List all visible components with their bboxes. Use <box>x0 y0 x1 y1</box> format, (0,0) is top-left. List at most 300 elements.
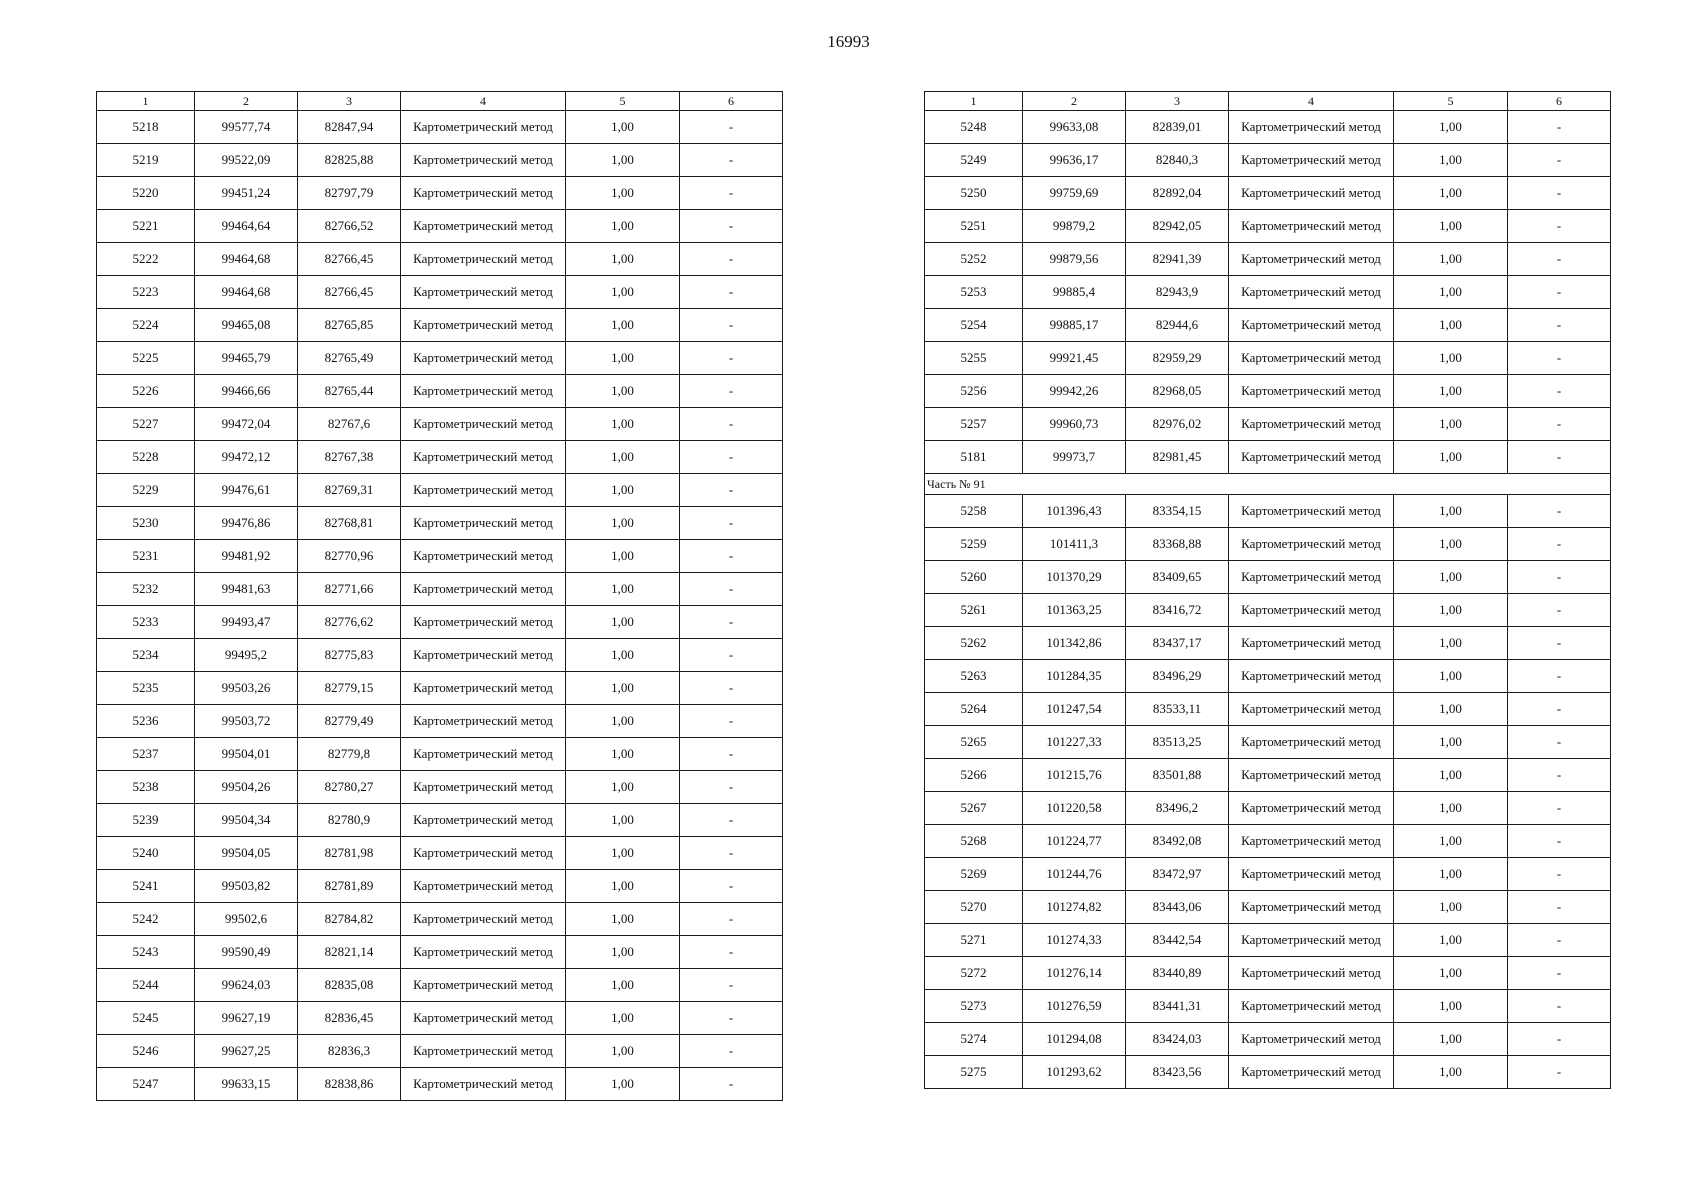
table-cell: 99885,17 <box>1023 309 1126 342</box>
table-cell: 83501,88 <box>1126 759 1229 792</box>
table-cell: - <box>680 441 783 474</box>
table-cell: 82944,6 <box>1126 309 1229 342</box>
table-cell: - <box>680 507 783 540</box>
table-cell: 82835,08 <box>298 969 401 1002</box>
table-cell: 1,00 <box>1394 627 1508 660</box>
table-row <box>97 837 783 870</box>
table-cell: - <box>1508 528 1611 561</box>
table-row <box>97 540 783 573</box>
table-cell: 99633,08 <box>1023 111 1126 144</box>
table-cell: 5260 <box>925 561 1023 594</box>
table-cell: Картометрический метод <box>1229 375 1394 408</box>
table-cell: 5251 <box>925 210 1023 243</box>
table-cell: 82836,45 <box>298 1002 401 1035</box>
table-cell: - <box>680 606 783 639</box>
table-cell: 99493,47 <box>195 606 298 639</box>
table-cell: Картометрический метод <box>401 441 566 474</box>
table-cell: 82941,39 <box>1126 243 1229 276</box>
table-cell: 5257 <box>925 408 1023 441</box>
table-cell: 1,00 <box>1394 210 1508 243</box>
table-cell: 1,00 <box>1394 1056 1508 1089</box>
table-cell: 101396,43 <box>1023 495 1126 528</box>
table-cell: 99522,09 <box>195 144 298 177</box>
table-cell: 1,00 <box>1394 528 1508 561</box>
table-cell: 82765,44 <box>298 375 401 408</box>
table-row <box>97 903 783 936</box>
table-cell: - <box>680 804 783 837</box>
table-cell: 5274 <box>925 1023 1023 1056</box>
table-cell: - <box>1508 276 1611 309</box>
table-cell: 82825,88 <box>298 144 401 177</box>
table-row <box>925 111 1611 144</box>
table-cell: 82765,49 <box>298 342 401 375</box>
table-cell: 1,00 <box>566 243 680 276</box>
column-header: 6 <box>680 92 783 111</box>
table-cell: 5243 <box>97 936 195 969</box>
table-row <box>925 627 1611 660</box>
table-cell: 82976,02 <box>1126 408 1229 441</box>
table-row <box>925 825 1611 858</box>
table-cell: 99504,34 <box>195 804 298 837</box>
table-cell: 82781,89 <box>298 870 401 903</box>
table-cell: - <box>680 738 783 771</box>
table-cell: 99476,61 <box>195 474 298 507</box>
table-cell: 99464,68 <box>195 243 298 276</box>
table-cell: 83437,17 <box>1126 627 1229 660</box>
table-cell: - <box>680 573 783 606</box>
table-row <box>925 441 1611 474</box>
table-cell: 5268 <box>925 825 1023 858</box>
table-cell: 83472,97 <box>1126 858 1229 891</box>
table-row <box>97 1035 783 1068</box>
table-cell: 5224 <box>97 309 195 342</box>
table-row <box>97 243 783 276</box>
table-cell: - <box>1508 111 1611 144</box>
table-cell: 101294,08 <box>1023 1023 1126 1056</box>
table-cell: 83492,08 <box>1126 825 1229 858</box>
table-cell: 5242 <box>97 903 195 936</box>
table-cell: - <box>1508 1056 1611 1089</box>
table-cell: 1,00 <box>1394 408 1508 441</box>
table-cell: Картометрический метод <box>1229 342 1394 375</box>
table-cell: 5221 <box>97 210 195 243</box>
table-cell: Картометрический метод <box>401 705 566 738</box>
table-row <box>925 792 1611 825</box>
table-cell: Картометрический метод <box>1229 495 1394 528</box>
table-cell: 5181 <box>925 441 1023 474</box>
table-cell: 82779,8 <box>298 738 401 771</box>
table-row <box>925 561 1611 594</box>
table-cell: 1,00 <box>1394 276 1508 309</box>
table-row <box>97 408 783 441</box>
table-cell: 5238 <box>97 771 195 804</box>
table-cell: - <box>1508 858 1611 891</box>
table-cell: 99504,26 <box>195 771 298 804</box>
table-cell: 82821,14 <box>298 936 401 969</box>
table-cell: Картометрический метод <box>401 474 566 507</box>
table-cell: 1,00 <box>1394 495 1508 528</box>
table-row <box>97 375 783 408</box>
table-cell: 1,00 <box>1394 858 1508 891</box>
table-cell: 1,00 <box>566 1068 680 1101</box>
table-cell: Картометрический метод <box>401 342 566 375</box>
table-cell: 99465,79 <box>195 342 298 375</box>
table-cell: - <box>680 870 783 903</box>
table-row <box>925 759 1611 792</box>
table-cell: Картометрический метод <box>401 870 566 903</box>
table-row <box>925 408 1611 441</box>
table-cell: 1,00 <box>1394 594 1508 627</box>
table-cell: 5267 <box>925 792 1023 825</box>
table-cell: Картометрический метод <box>401 1068 566 1101</box>
table-cell: 83354,15 <box>1126 495 1229 528</box>
table-cell: 5254 <box>925 309 1023 342</box>
column-header: 1 <box>97 92 195 111</box>
table-row <box>925 1056 1611 1089</box>
table-row <box>925 243 1611 276</box>
table-row <box>97 969 783 1002</box>
table-cell: 82784,82 <box>298 903 401 936</box>
table-cell: 82779,15 <box>298 672 401 705</box>
table-row <box>925 342 1611 375</box>
table-row <box>925 924 1611 957</box>
table-cell: - <box>1508 759 1611 792</box>
table-cell: - <box>1508 693 1611 726</box>
table-row <box>925 495 1611 528</box>
table-cell: Картометрический метод <box>401 243 566 276</box>
table-cell: - <box>680 375 783 408</box>
table-cell: Картометрический метод <box>401 309 566 342</box>
table-row <box>97 870 783 903</box>
table-cell: 1,00 <box>566 606 680 639</box>
table-cell: 83409,65 <box>1126 561 1229 594</box>
table-cell: - <box>680 672 783 705</box>
table-cell: 1,00 <box>1394 825 1508 858</box>
table-cell: 82767,38 <box>298 441 401 474</box>
table-cell: 101274,33 <box>1023 924 1126 957</box>
table-row <box>97 111 783 144</box>
table-cell: 5222 <box>97 243 195 276</box>
table-cell: 1,00 <box>566 276 680 309</box>
table-row <box>925 210 1611 243</box>
table-cell: Картометрический метод <box>1229 408 1394 441</box>
table-cell: 82765,85 <box>298 309 401 342</box>
table-cell: 5246 <box>97 1035 195 1068</box>
table-row <box>97 639 783 672</box>
table-cell: 5253 <box>925 276 1023 309</box>
table-row <box>925 660 1611 693</box>
table-cell: 99451,24 <box>195 177 298 210</box>
table-cell: Картометрический метод <box>1229 1056 1394 1089</box>
table-cell: 5226 <box>97 375 195 408</box>
table-cell: - <box>680 111 783 144</box>
table-cell: 1,00 <box>566 309 680 342</box>
table-cell: 1,00 <box>566 441 680 474</box>
table-cell: Картометрический метод <box>401 540 566 573</box>
table-cell: 5270 <box>925 891 1023 924</box>
column-header: 3 <box>298 92 401 111</box>
table-cell: - <box>1508 594 1611 627</box>
table-cell: - <box>1508 495 1611 528</box>
table-cell: 82892,04 <box>1126 177 1229 210</box>
table-cell: 83416,72 <box>1126 594 1229 627</box>
table-cell: 99624,03 <box>195 969 298 1002</box>
table-cell: - <box>1508 1023 1611 1056</box>
table-cell: 5227 <box>97 408 195 441</box>
table-cell: - <box>680 1068 783 1101</box>
column-header: 2 <box>195 92 298 111</box>
table-cell: 99633,15 <box>195 1068 298 1101</box>
table-cell: 82775,83 <box>298 639 401 672</box>
table-cell: 101411,3 <box>1023 528 1126 561</box>
table-row <box>97 672 783 705</box>
table-row <box>97 441 783 474</box>
table-cell: 101370,29 <box>1023 561 1126 594</box>
table-cell: - <box>1508 375 1611 408</box>
table-cell: 99504,05 <box>195 837 298 870</box>
table-cell: - <box>680 969 783 1002</box>
table-cell: 83496,2 <box>1126 792 1229 825</box>
table-cell: - <box>1508 561 1611 594</box>
table-row <box>97 606 783 639</box>
table-cell: 82766,52 <box>298 210 401 243</box>
table-row <box>97 738 783 771</box>
table-cell: - <box>680 243 783 276</box>
table-cell: 82847,94 <box>298 111 401 144</box>
table-row <box>97 771 783 804</box>
table-row <box>925 858 1611 891</box>
table-cell: 82943,9 <box>1126 276 1229 309</box>
table-cell: 5259 <box>925 528 1023 561</box>
table-cell: Картометрический метод <box>1229 441 1394 474</box>
table-cell: 5266 <box>925 759 1023 792</box>
table-cell: - <box>1508 627 1611 660</box>
table-cell: 1,00 <box>566 804 680 837</box>
table-cell: 5228 <box>97 441 195 474</box>
table-cell: 1,00 <box>566 111 680 144</box>
table-cell: 82768,81 <box>298 507 401 540</box>
table-row <box>97 144 783 177</box>
table-cell: Картометрический метод <box>1229 759 1394 792</box>
table-cell: 82840,3 <box>1126 144 1229 177</box>
table-cell: 82981,45 <box>1126 441 1229 474</box>
table-cell: 1,00 <box>566 936 680 969</box>
table-cell: 1,00 <box>1394 693 1508 726</box>
column-header: 1 <box>925 92 1023 111</box>
table-cell: - <box>680 1002 783 1035</box>
table-cell: 1,00 <box>566 342 680 375</box>
table-cell: 5233 <box>97 606 195 639</box>
table-cell: Картометрический метод <box>1229 243 1394 276</box>
column-header: 4 <box>1229 92 1394 111</box>
table-cell: 5247 <box>97 1068 195 1101</box>
table-header-row <box>97 92 783 111</box>
table-cell: 83423,56 <box>1126 1056 1229 1089</box>
table-cell: 1,00 <box>1394 759 1508 792</box>
table-cell: Картометрический метод <box>1229 924 1394 957</box>
table-cell: 83368,88 <box>1126 528 1229 561</box>
table-cell: 1,00 <box>1394 660 1508 693</box>
table-cell: 1,00 <box>566 375 680 408</box>
table-cell: - <box>1508 408 1611 441</box>
table-row <box>97 936 783 969</box>
table-row <box>925 276 1611 309</box>
table-cell: 99577,74 <box>195 111 298 144</box>
table-cell: 1,00 <box>566 870 680 903</box>
table-cell: 99590,49 <box>195 936 298 969</box>
table-cell: 99921,45 <box>1023 342 1126 375</box>
table-cell: 82839,01 <box>1126 111 1229 144</box>
table-cell: 99465,08 <box>195 309 298 342</box>
table-cell: 82781,98 <box>298 837 401 870</box>
table-cell: - <box>1508 957 1611 990</box>
table-cell: Картометрический метод <box>1229 594 1394 627</box>
table-cell: - <box>1508 660 1611 693</box>
table-cell: 1,00 <box>1394 792 1508 825</box>
table-cell: 1,00 <box>566 672 680 705</box>
table-cell: 82776,62 <box>298 606 401 639</box>
table-row <box>97 1002 783 1035</box>
table-cell: 1,00 <box>566 474 680 507</box>
table-cell: 99759,69 <box>1023 177 1126 210</box>
table-header-row <box>925 92 1611 111</box>
table-cell: 101224,77 <box>1023 825 1126 858</box>
table-cell: 5223 <box>97 276 195 309</box>
table-cell: - <box>1508 726 1611 759</box>
table-cell: 1,00 <box>566 177 680 210</box>
table-row <box>925 375 1611 408</box>
table-cell: 1,00 <box>1394 309 1508 342</box>
coordinates-table-left <box>96 91 783 1101</box>
table-cell: 82767,6 <box>298 408 401 441</box>
table-cell: 1,00 <box>1394 243 1508 276</box>
table-cell: - <box>680 1035 783 1068</box>
table-cell: 99476,86 <box>195 507 298 540</box>
table-cell: Картометрический метод <box>401 771 566 804</box>
table-cell: 1,00 <box>1394 990 1508 1023</box>
table-cell: - <box>680 144 783 177</box>
table-cell: 5263 <box>925 660 1023 693</box>
table-cell: 5249 <box>925 144 1023 177</box>
table-cell: - <box>1508 990 1611 1023</box>
table-cell: 1,00 <box>566 837 680 870</box>
table-row <box>97 804 783 837</box>
column-header: 5 <box>566 92 680 111</box>
table-row <box>97 507 783 540</box>
table-cell: 1,00 <box>1394 726 1508 759</box>
table-cell: 1,00 <box>566 573 680 606</box>
table-cell: 1,00 <box>1394 924 1508 957</box>
table-cell: 5241 <box>97 870 195 903</box>
table-cell: 99879,56 <box>1023 243 1126 276</box>
table-cell: 99464,68 <box>195 276 298 309</box>
table-cell: 1,00 <box>566 738 680 771</box>
table-row <box>97 177 783 210</box>
column-header: 6 <box>1508 92 1611 111</box>
table-cell: 101363,25 <box>1023 594 1126 627</box>
table-cell: - <box>1508 177 1611 210</box>
table-cell: 1,00 <box>566 210 680 243</box>
table-cell: 5252 <box>925 243 1023 276</box>
table-cell: Картометрический метод <box>1229 309 1394 342</box>
table-cell: 1,00 <box>1394 957 1508 990</box>
table-cell: Картометрический метод <box>401 144 566 177</box>
table-cell: 1,00 <box>1394 144 1508 177</box>
table-cell: 83496,29 <box>1126 660 1229 693</box>
table-cell: 5244 <box>97 969 195 1002</box>
table-cell: Картометрический метод <box>1229 210 1394 243</box>
table-cell: - <box>1508 891 1611 924</box>
table-row <box>925 144 1611 177</box>
table-cell: 82836,3 <box>298 1035 401 1068</box>
table-cell: 5258 <box>925 495 1023 528</box>
table-cell: Картометрический метод <box>1229 891 1394 924</box>
table-cell: Картометрический метод <box>1229 144 1394 177</box>
table-cell: 83440,89 <box>1126 957 1229 990</box>
coordinates-table-right <box>924 91 1611 1089</box>
table-cell: - <box>680 342 783 375</box>
table-cell: - <box>680 639 783 672</box>
table-row <box>925 528 1611 561</box>
table-cell: 101247,54 <box>1023 693 1126 726</box>
table-cell: 1,00 <box>1394 441 1508 474</box>
table-cell: 99885,4 <box>1023 276 1126 309</box>
table-row <box>97 474 783 507</box>
table-cell: - <box>680 936 783 969</box>
table-row <box>97 1068 783 1101</box>
table-cell: Картометрический метод <box>401 738 566 771</box>
table-cell: 82770,96 <box>298 540 401 573</box>
table-cell: 99879,2 <box>1023 210 1126 243</box>
table-cell: - <box>680 276 783 309</box>
column-header: 3 <box>1126 92 1229 111</box>
table-cell: 99472,04 <box>195 408 298 441</box>
table-cell: - <box>1508 309 1611 342</box>
table-cell: 5261 <box>925 594 1023 627</box>
section-row <box>925 474 1611 495</box>
table-cell: - <box>1508 144 1611 177</box>
table-cell: - <box>680 177 783 210</box>
table-cell: 5240 <box>97 837 195 870</box>
table-row <box>925 177 1611 210</box>
table-cell: - <box>680 210 783 243</box>
table-row <box>925 309 1611 342</box>
table-cell: - <box>680 309 783 342</box>
table-cell: Картометрический метод <box>401 903 566 936</box>
table-cell: 99973,7 <box>1023 441 1126 474</box>
table-row <box>97 573 783 606</box>
table-cell: 5235 <box>97 672 195 705</box>
table-row <box>925 693 1611 726</box>
table-row <box>97 276 783 309</box>
table-row <box>97 342 783 375</box>
table-cell: 5231 <box>97 540 195 573</box>
table-cell: 101342,86 <box>1023 627 1126 660</box>
table-cell: Картометрический метод <box>401 408 566 441</box>
table-cell: - <box>1508 342 1611 375</box>
table-cell: Картометрический метод <box>401 804 566 837</box>
table-cell: - <box>1508 243 1611 276</box>
table-cell: 1,00 <box>1394 891 1508 924</box>
table-cell: Картометрический метод <box>401 375 566 408</box>
column-header: 2 <box>1023 92 1126 111</box>
table-cell: 5275 <box>925 1056 1023 1089</box>
table-cell: 83442,54 <box>1126 924 1229 957</box>
table-cell: Картометрический метод <box>401 606 566 639</box>
table-cell: Картометрический метод <box>401 639 566 672</box>
table-row <box>925 990 1611 1023</box>
table-cell: Картометрический метод <box>1229 858 1394 891</box>
